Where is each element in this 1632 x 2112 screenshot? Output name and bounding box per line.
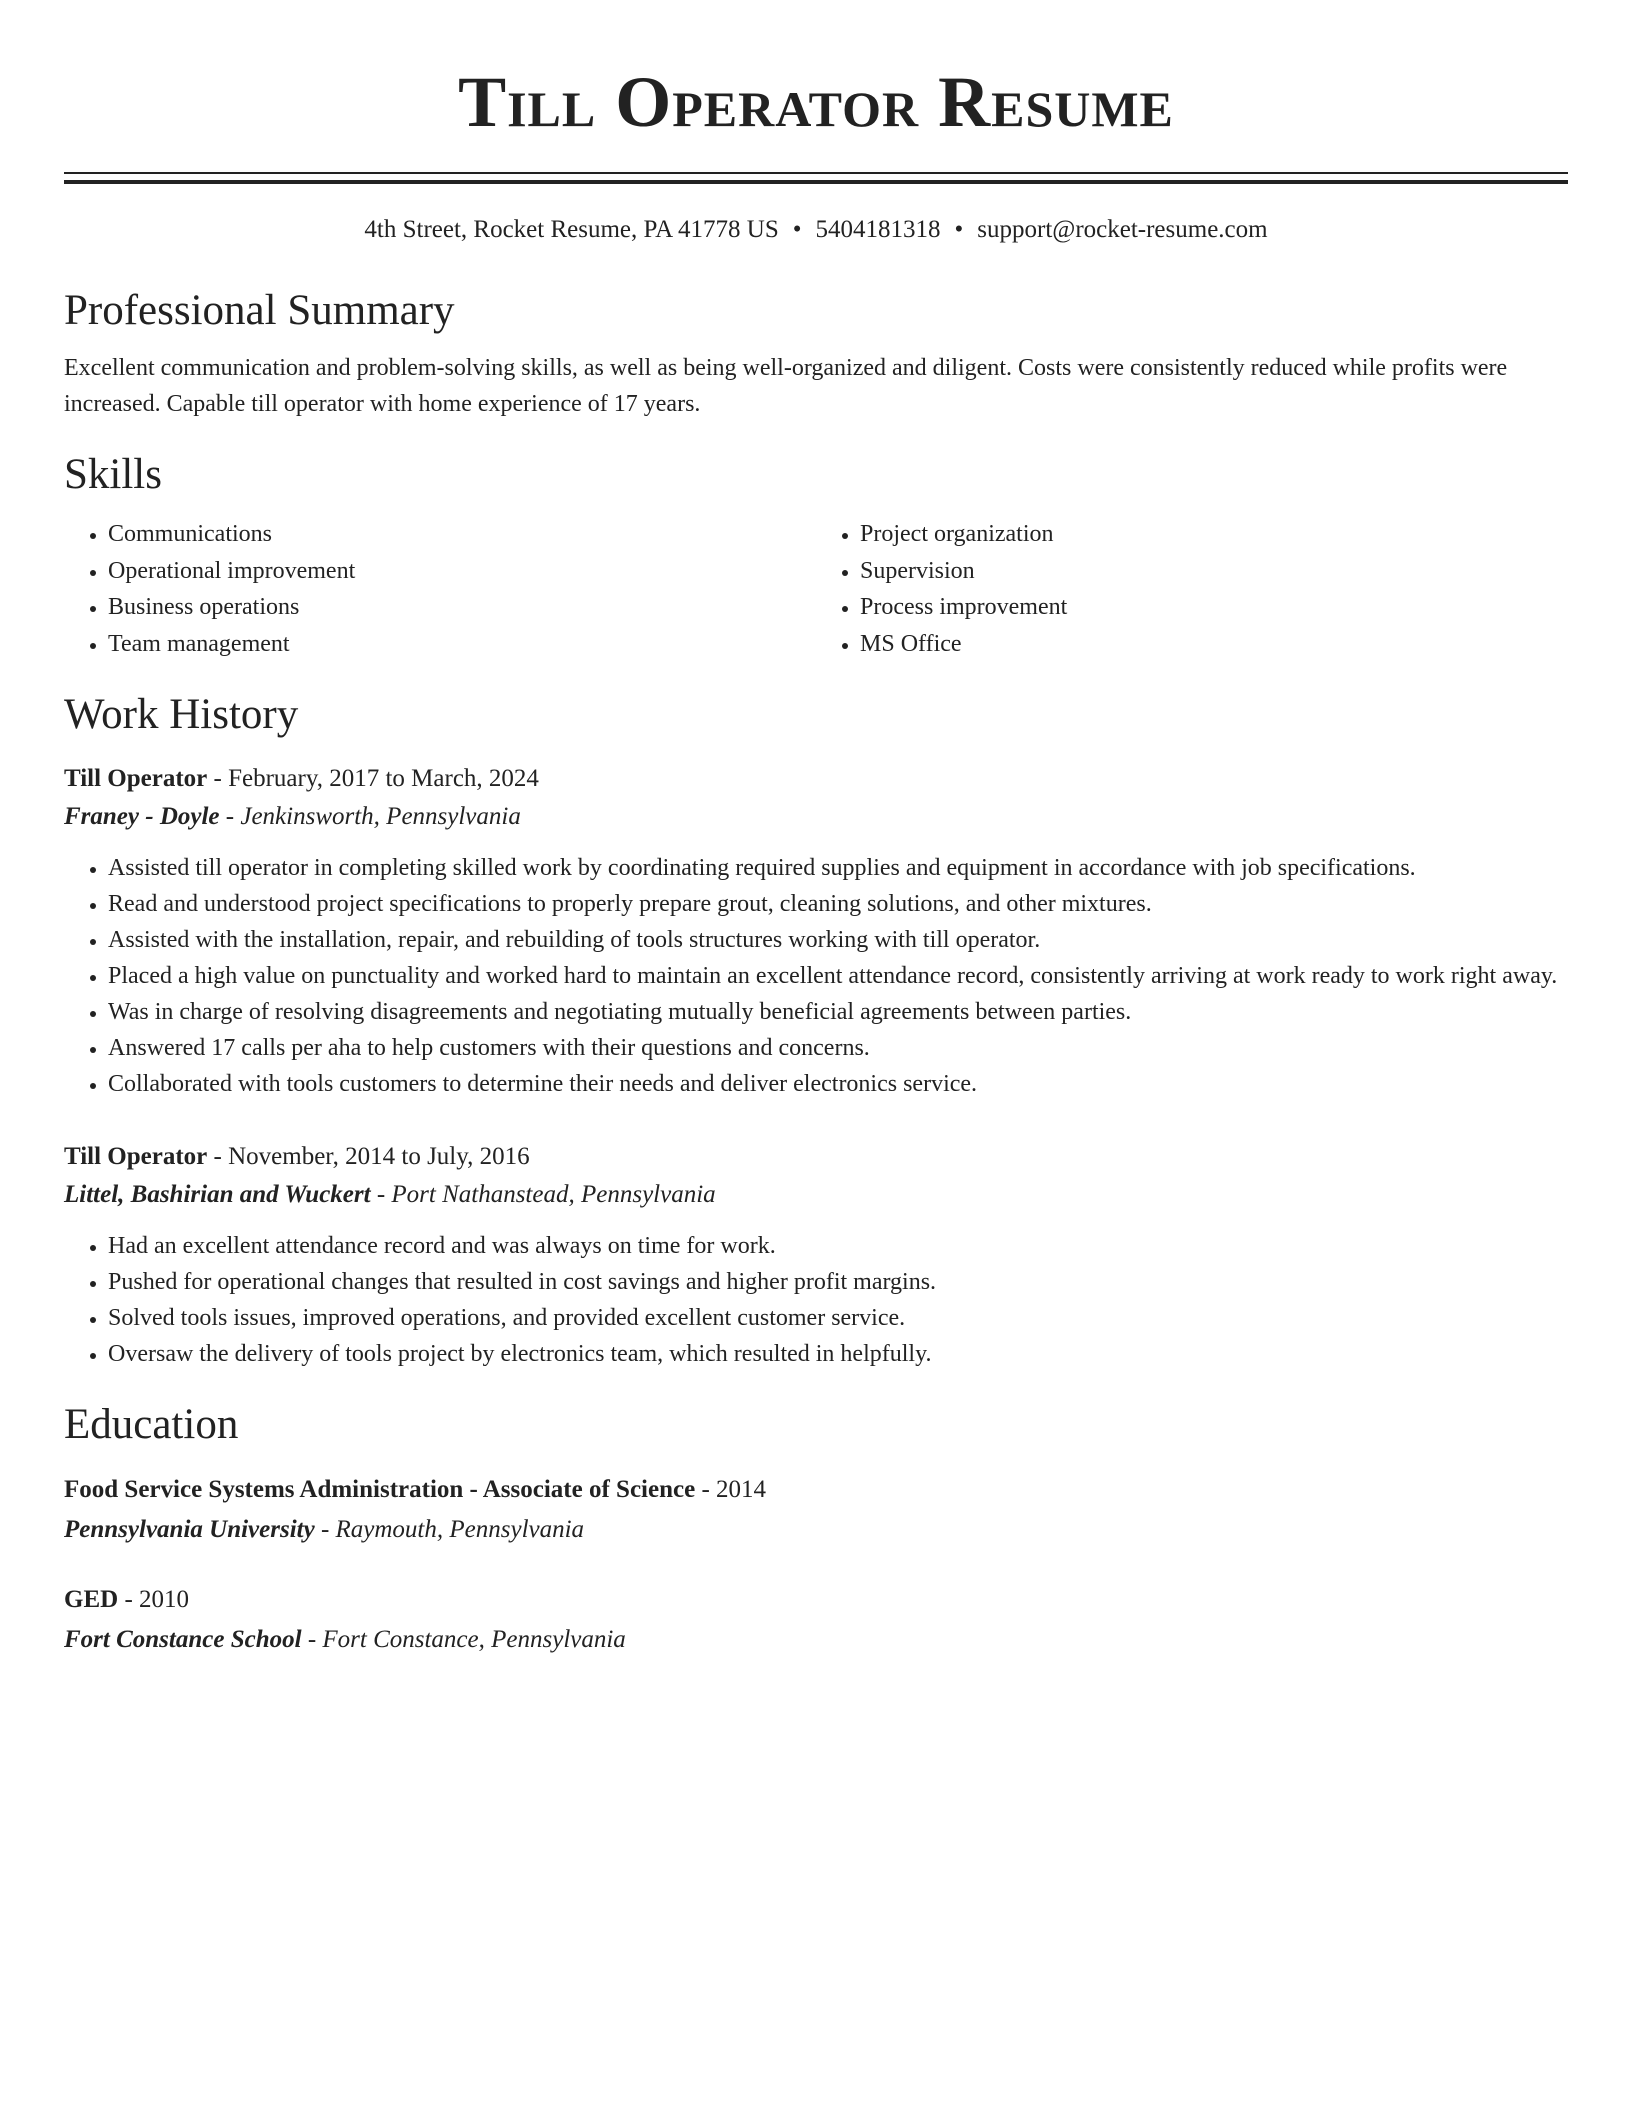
job-dates: - November, 2014 to July, 2016	[207, 1143, 530, 1170]
skills-heading: Skills	[64, 451, 162, 498]
skill-item: • Communications	[108, 516, 816, 553]
job-employer	[64, 1176, 1568, 1214]
summary-text: Excellent communication and problem-solving skills, as well as being well-organized and diligent. Costs were consistently reduced while profits were increased. Capable till operator with home experience of 17 years.	[64, 355, 1508, 417]
summary-heading: Professional Summary	[64, 287, 455, 334]
contact-separator: •	[792, 216, 802, 243]
skill-item: • Project organization	[860, 516, 1568, 553]
job-title: Till Operator	[64, 1143, 208, 1170]
job-bullet: • Solved tools issues, improved operations, and provided excellent customer service.	[108, 1300, 1568, 1336]
job-bullet: • Read and understood project specifications to properly prepare grout, cleaning solutions, and other mixtures.	[108, 886, 1568, 922]
contact-line	[64, 212, 1568, 248]
job-bullet: • Placed a high value on punctuality and worked hard to maintain an excellent attendance record, consistently arriving at work ready to work right away.	[108, 958, 1568, 994]
job-dates: - February, 2017 to March, 2024	[207, 765, 539, 792]
job-header	[64, 1138, 1568, 1176]
job-bullet: • Was in charge of resolving disagreements and negotiating mutually beneficial agreements between parties.	[108, 994, 1568, 1030]
job-title: Till Operator	[64, 765, 208, 792]
education-entry	[64, 1470, 1568, 1550]
education-institution	[64, 1510, 1568, 1550]
job-location: - Port Nathanstead, Pennsylvania	[370, 1181, 716, 1208]
job-bullet: • Collaborated with tools customers to determine their needs and deliver electronics service.	[108, 1066, 1568, 1102]
job-bullet: • Pushed for operational changes that resulted in cost savings and higher profit margins.	[108, 1264, 1568, 1300]
contact-address: 4th Street, Rocket Resume, PA 41778 US	[364, 216, 779, 243]
education-header	[64, 1580, 1568, 1620]
skills-column-left	[64, 516, 816, 662]
job-bullet: • Assisted till operator in completing skilled work by coordinating required supplies and equipment in accordance with job specifications.	[108, 850, 1568, 886]
job-bullet: • Oversaw the delivery of tools project by electronics team, which resulted in helpfully.	[108, 1336, 1568, 1372]
education-header	[64, 1470, 1568, 1510]
education-degree: Food Service Systems Administration - Associate of Science	[64, 1476, 696, 1503]
job-company: Littel, Bashirian and Wuckert	[64, 1181, 371, 1208]
education-school: Fort Constance School	[64, 1626, 302, 1653]
education-heading: Education	[64, 1401, 239, 1448]
job-entry	[64, 1138, 1568, 1372]
skill-item: • Process improvement	[860, 589, 1568, 626]
education-degree: GED	[64, 1586, 119, 1613]
skill-item: • Business operations	[108, 589, 816, 626]
job-bullet: • Assisted with the installation, repair, and rebuilding of tools structures working with till operator.	[108, 922, 1568, 958]
skills-list	[64, 516, 1568, 662]
skill-item: • MS Office	[860, 626, 1568, 663]
skill-item: • Supervision	[860, 553, 1568, 590]
contact-separator: •	[954, 216, 964, 243]
skills-column-right	[816, 516, 1568, 662]
job-bullets	[64, 1228, 1568, 1372]
education-year: - 2014	[695, 1476, 767, 1503]
work-history-heading: Work History	[64, 691, 299, 738]
job-header	[64, 760, 1568, 798]
title-divider	[64, 172, 1568, 184]
contact-phone: 5404181318	[815, 216, 941, 243]
education-school: Pennsylvania University	[64, 1516, 315, 1543]
job-company: Franey - Doyle	[64, 803, 220, 830]
education-institution	[64, 1620, 1568, 1660]
contact-email: support@rocket-resume.com	[977, 216, 1268, 243]
job-entry	[64, 760, 1568, 1102]
education-location: - Fort Constance, Pennsylvania	[301, 1626, 626, 1653]
job-bullet: • Had an excellent attendance record and was always on time for work.	[108, 1228, 1568, 1264]
job-location: - Jenkinsworth, Pennsylvania	[219, 803, 521, 830]
education-year: - 2010	[118, 1586, 190, 1613]
skill-item: • Operational improvement	[108, 553, 816, 590]
job-bullets	[64, 850, 1568, 1102]
resume-title: Till Operator Resume	[458, 62, 1174, 142]
skill-item: • Team management	[108, 626, 816, 663]
education-entry	[64, 1580, 1568, 1660]
job-employer	[64, 798, 1568, 836]
education-location: - Raymouth, Pennsylvania	[314, 1516, 585, 1543]
job-bullet: • Answered 17 calls per aha to help customers with their questions and concerns.	[108, 1030, 1568, 1066]
